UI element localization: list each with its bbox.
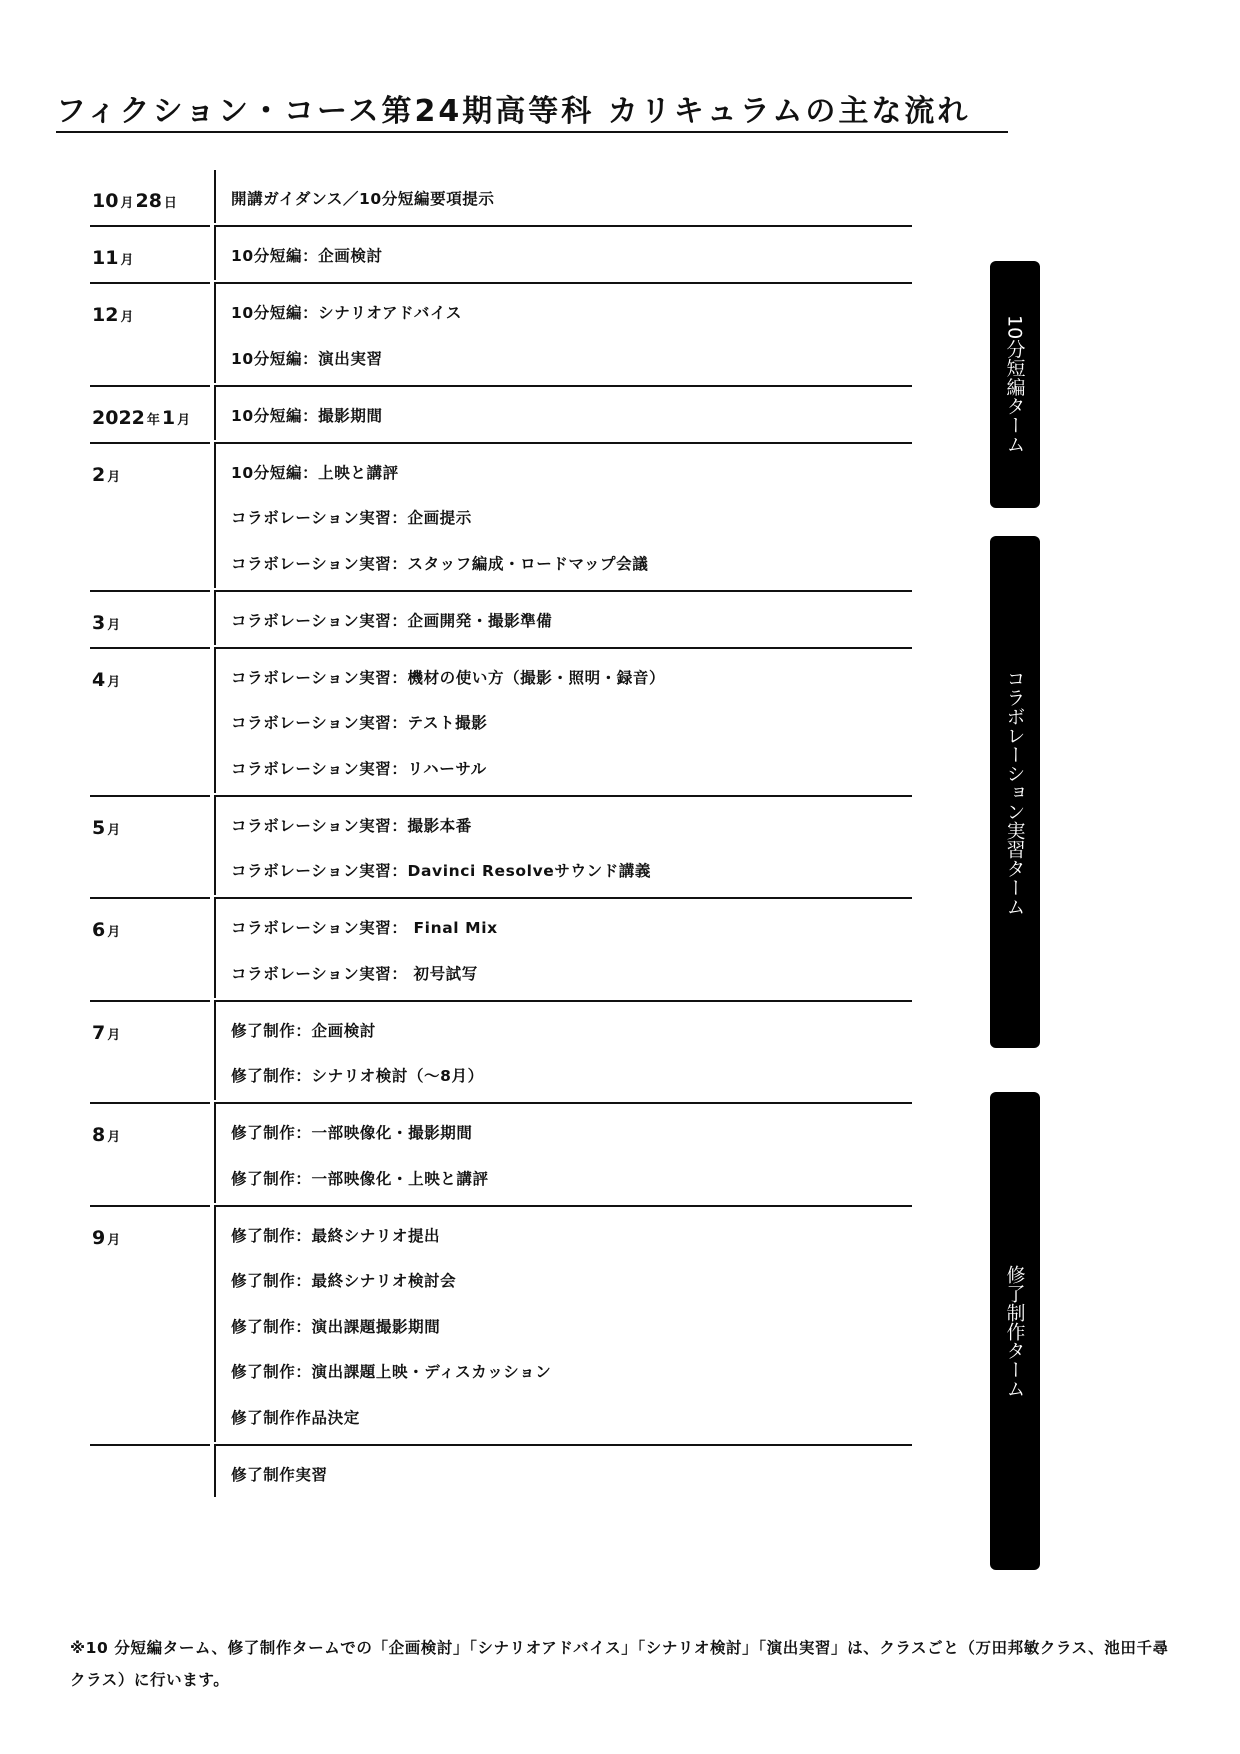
- schedule-item: 10分短編：演出実習: [231, 349, 383, 368]
- date-cell: [90, 1002, 214, 1105]
- column-divider: [214, 899, 216, 998]
- items-cell: [214, 899, 912, 1002]
- row-date: [92, 407, 192, 429]
- schedule-item: コラボレーション実習： Final Mix: [231, 919, 498, 937]
- items-cell: [214, 797, 912, 900]
- items-cell: [214, 170, 912, 227]
- date-number: 1: [161, 406, 176, 429]
- term-label: 修了制作ターム: [1003, 1264, 1026, 1398]
- date-number: 7: [92, 1021, 106, 1044]
- column-divider: [214, 649, 216, 793]
- footnote: ※10 分短編ターム、修了制作タームでの「企画検討」「シナリオアドバイス」「シナリオ検討」「演出実習」は、クラスごと（万田邦敏クラス、池田千尋クラス）に行います。: [70, 1638, 1169, 1689]
- page-title: フィクション・コース第24期高等科 カリキュラムの主な流れ: [56, 94, 971, 129]
- column-divider: [214, 592, 216, 645]
- date-number: 9: [92, 1226, 106, 1249]
- column-divider: [214, 1207, 216, 1442]
- row-date: [92, 817, 126, 839]
- date-number: 3: [92, 611, 106, 634]
- items-cell: [214, 1104, 912, 1207]
- date-unit: 年: [146, 412, 160, 428]
- schedule-row: [90, 649, 912, 797]
- date-unit: 月: [120, 196, 134, 211]
- date-number: 10: [92, 190, 119, 212]
- date-cell: [90, 284, 214, 387]
- items-cell: [214, 227, 912, 284]
- date-number: 4: [92, 668, 106, 691]
- date-unit: 月: [107, 1130, 121, 1145]
- date-number: 6: [92, 919, 106, 941]
- date-unit: 月: [107, 1232, 121, 1248]
- schedule-item: 開講ガイダンス／10分短編要項提示: [231, 190, 495, 208]
- schedule-item: 10分短編：企画検討: [231, 247, 383, 265]
- schedule-item: 10分短編：シナリオアドバイス: [231, 304, 462, 322]
- date-unit: 月: [107, 822, 121, 838]
- date-cell: [90, 1104, 214, 1207]
- schedule-item: 修了制作：企画検討: [231, 1021, 376, 1040]
- row-date: [92, 247, 139, 269]
- term-label: コラボレーション実習ターム: [1003, 668, 1026, 916]
- schedule-item: コラボレーション実習：スタッフ編成・ロードマップ会議: [231, 554, 649, 573]
- schedule-item: 修了制作：最終シナリオ検討会: [231, 1272, 457, 1290]
- schedule-item: 修了制作：一部映像化・撮影期間: [231, 1124, 473, 1142]
- date-number: 2022: [92, 406, 145, 429]
- schedule-row: [90, 797, 912, 900]
- column-divider: [214, 1002, 216, 1101]
- date-cell: [90, 444, 214, 592]
- schedule-item: 修了制作作品決定: [231, 1408, 360, 1427]
- schedule-row: [90, 227, 912, 284]
- schedule-item: コラボレーション実習：撮影本番: [231, 816, 472, 835]
- column-divider: [214, 1104, 216, 1203]
- date-number: 11: [92, 247, 119, 269]
- schedule-item: 10分短編：撮影期間: [231, 406, 383, 425]
- date-cell: [90, 1207, 214, 1446]
- date-unit: 月: [107, 617, 121, 633]
- schedule-row: [90, 1104, 912, 1207]
- schedule-row: [90, 899, 912, 1002]
- schedule-item: コラボレーション実習：テスト撮影: [231, 714, 488, 732]
- schedule-item: コラボレーション実習： 初号試写: [231, 964, 478, 983]
- date-cell: [90, 797, 214, 900]
- schedule-item: 修了制作：最終シナリオ提出: [231, 1226, 441, 1245]
- date-unit: 月: [107, 1027, 121, 1043]
- schedule-item: 修了制作：シナリオ検討（～8月）: [231, 1067, 484, 1085]
- curriculum-schedule: [90, 170, 912, 1501]
- row-date: [92, 919, 126, 941]
- date-cell: [90, 227, 214, 284]
- date-unit: 月: [107, 674, 121, 690]
- date-number: 5: [92, 816, 106, 839]
- date-unit: 月: [120, 310, 134, 325]
- date-number: 2: [92, 463, 106, 486]
- date-cell: [90, 592, 214, 649]
- row-date: [92, 1124, 126, 1146]
- schedule-row: [90, 387, 912, 444]
- row-date: [92, 304, 139, 326]
- date-number: 28: [135, 190, 162, 212]
- column-divider: [214, 284, 216, 383]
- term-bar-graduation: [990, 1092, 1040, 1570]
- schedule-row: [90, 1207, 912, 1446]
- date-cell: [90, 387, 214, 444]
- term-label: 10分短編ターム: [1003, 315, 1026, 454]
- row-date: [92, 464, 126, 486]
- term-bar-collaboration: [990, 536, 1040, 1048]
- date-cell: [90, 170, 214, 227]
- schedule-row: [90, 170, 912, 227]
- schedule-item: 修了制作：一部映像化・上映と講評: [231, 1169, 489, 1188]
- column-divider: [214, 444, 216, 588]
- row-date: [92, 1466, 100, 1488]
- date-cell: [90, 1446, 214, 1501]
- date-unit: 月: [177, 412, 191, 428]
- schedule-row: [90, 1002, 912, 1105]
- schedule-item: コラボレーション実習：Davinci Resolveサウンド講義: [231, 862, 652, 880]
- column-divider: [214, 1446, 216, 1497]
- term-bar-short-film: [990, 261, 1040, 508]
- column-divider: [214, 170, 216, 223]
- schedule-row: [90, 592, 912, 649]
- schedule-item: コラボレーション実習：企画開発・撮影準備: [231, 611, 553, 630]
- schedule-item: 修了制作実習: [231, 1465, 328, 1484]
- items-cell: [214, 284, 912, 387]
- items-cell: [214, 649, 912, 797]
- date-unit: 月: [120, 253, 134, 268]
- items-cell: [214, 1446, 912, 1501]
- items-cell: [214, 592, 912, 649]
- schedule-item: 10分短編：上映と講評: [231, 463, 399, 482]
- schedule-row: [90, 284, 912, 387]
- schedule-row: [90, 1446, 912, 1501]
- date-unit: 月: [107, 925, 121, 940]
- schedule-item: 修了制作：演出課題上映・ディスカッション: [231, 1363, 552, 1381]
- items-cell: [214, 444, 912, 592]
- date-cell: [90, 899, 214, 1002]
- row-date: [92, 612, 126, 634]
- items-cell: [214, 1002, 912, 1105]
- items-cell: [214, 387, 912, 444]
- row-date: [92, 1227, 126, 1249]
- date-number: 8: [92, 1124, 106, 1146]
- row-date: [92, 190, 179, 212]
- row-date: [92, 1022, 126, 1044]
- schedule-item: 修了制作：演出課題撮影期間: [231, 1317, 441, 1336]
- date-unit: 日: [163, 196, 177, 211]
- date-number: 12: [92, 304, 119, 326]
- schedule-item: コラボレーション実習：リハーサル: [231, 759, 487, 778]
- date-cell: [90, 649, 214, 797]
- row-date: [92, 669, 126, 691]
- schedule-item: コラボレーション実習：企画提示: [231, 509, 472, 527]
- column-divider: [214, 797, 216, 896]
- title-underline: [56, 131, 1008, 133]
- schedule-item: コラボレーション実習：機材の使い方（撮影・照明・録音）: [231, 668, 666, 687]
- column-divider: [214, 227, 216, 280]
- date-unit: 月: [107, 469, 121, 485]
- column-divider: [214, 387, 216, 440]
- items-cell: [214, 1207, 912, 1446]
- schedule-row: [90, 444, 912, 592]
